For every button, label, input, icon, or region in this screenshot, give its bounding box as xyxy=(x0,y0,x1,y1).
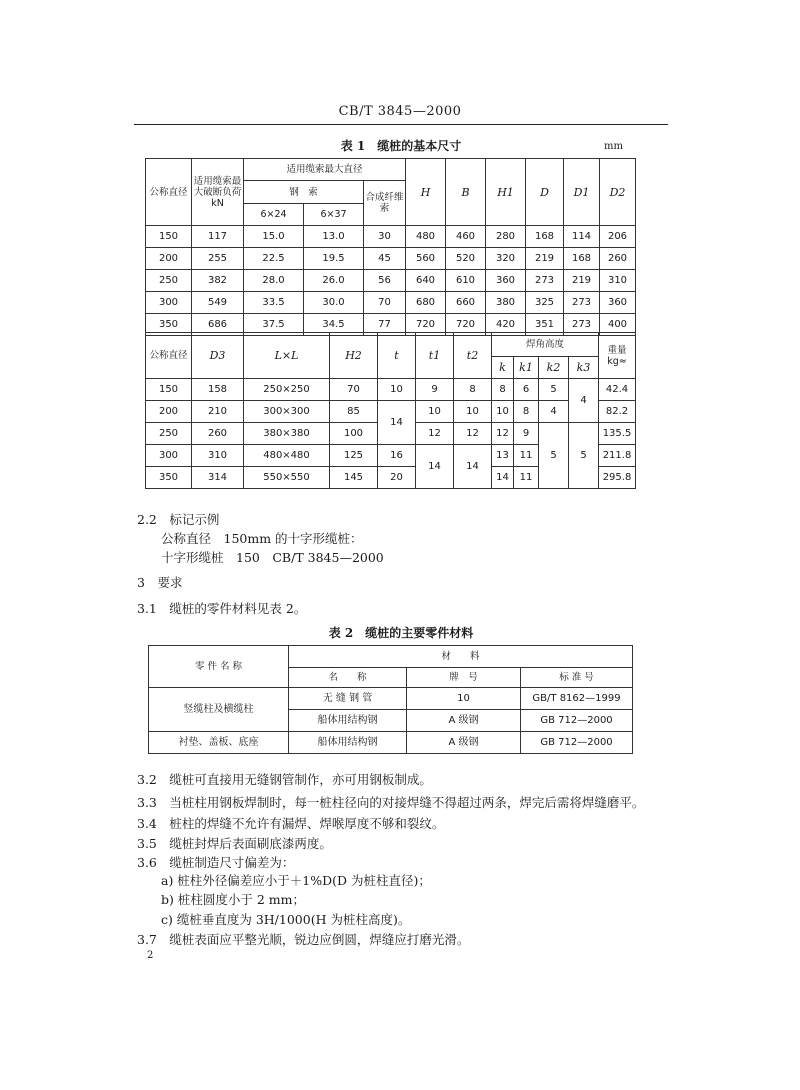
th-t: t xyxy=(378,333,416,379)
cell: GB/T 8162—1999 xyxy=(521,688,633,710)
cell: 720 xyxy=(406,314,446,336)
cell: 15.0 xyxy=(244,226,304,248)
cell: 420 xyxy=(486,314,526,336)
cell: 720 xyxy=(446,314,486,336)
th-H: H xyxy=(406,159,446,226)
cell: A 级钢 xyxy=(407,732,521,754)
cell: 12 xyxy=(416,423,454,445)
th-steel-rope: 钢 索 xyxy=(244,181,364,204)
th-D1: D1 xyxy=(564,159,600,226)
section-3-6: 3.6 缆桩制造尺寸偏差为： xyxy=(137,855,295,870)
page-number: 2 xyxy=(147,950,154,961)
cell: 260 xyxy=(600,248,636,270)
th-k3: k3 xyxy=(569,357,599,379)
cell: 260 xyxy=(192,423,244,445)
table2 xyxy=(148,645,633,754)
cell: 211.8 xyxy=(599,445,636,467)
cell: 320 xyxy=(486,248,526,270)
cell: 350 xyxy=(146,467,192,489)
table-row xyxy=(146,379,636,401)
table1-upper xyxy=(145,158,636,336)
cell: 6 xyxy=(514,379,539,401)
cell: 10 xyxy=(492,401,514,423)
cell: 5 xyxy=(539,379,569,401)
cell: 350 xyxy=(146,314,192,336)
th-D3: D3 xyxy=(192,333,244,379)
th-weld-height: 焊角高度 xyxy=(492,333,599,357)
cell: 250 xyxy=(146,423,192,445)
table1-unit: mm xyxy=(604,141,623,152)
cell: 8 xyxy=(492,379,514,401)
cell: 竖缆柱及横缆柱 xyxy=(149,688,289,732)
section-3-4: 3.4 桩柱的焊缝不允许有漏焊、焊喉厚度不够和裂纹。 xyxy=(137,816,445,831)
cell: 382 xyxy=(192,270,244,292)
cell: 135.5 xyxy=(599,423,636,445)
table-row xyxy=(146,270,636,292)
th-k1: k1 xyxy=(514,357,539,379)
cell: 70 xyxy=(330,379,378,401)
table-row xyxy=(149,688,633,710)
cell: 560 xyxy=(406,248,446,270)
cell: 360 xyxy=(600,292,636,314)
cell: 34.5 xyxy=(304,314,364,336)
th-nominal-diameter-2: 公称直径 xyxy=(146,333,192,379)
cell: 380×380 xyxy=(244,423,330,445)
cell: 360 xyxy=(486,270,526,292)
cell: 30.0 xyxy=(304,292,364,314)
th-k2: k2 xyxy=(539,357,569,379)
cell: 168 xyxy=(526,226,564,248)
cell: A 级钢 xyxy=(407,710,521,732)
cell: 船体用结构钢 xyxy=(289,710,407,732)
section-3-3: 3.3 当桩柱用钢板焊制时，每一桩柱径向的对接焊缝不得超过两条，焊完后需将焊缝磨平。 xyxy=(137,795,645,810)
cell: 200 xyxy=(146,401,192,423)
th-LxL: L×L xyxy=(244,333,330,379)
section-3-6-b: b) 桩柱圆度小于 2 mm； xyxy=(161,892,305,907)
cell: 5 xyxy=(569,423,599,489)
cell: 300 xyxy=(146,292,192,314)
cell: 26.0 xyxy=(304,270,364,292)
cell: 325 xyxy=(526,292,564,314)
cell: 549 xyxy=(192,292,244,314)
cell: 114 xyxy=(564,226,600,248)
cell: GB 712—2000 xyxy=(521,732,633,754)
cell: 14 xyxy=(454,445,492,489)
cell: 480 xyxy=(406,226,446,248)
table1-lower xyxy=(145,332,636,489)
cell: 550×550 xyxy=(244,467,330,489)
cell: 400 xyxy=(600,314,636,336)
cell: 100 xyxy=(330,423,378,445)
section-3-1: 3.1 缆桩的零件材料见表 2。 xyxy=(137,601,307,616)
cell: 480×480 xyxy=(244,445,330,467)
cell: 28.0 xyxy=(244,270,304,292)
cell: 14 xyxy=(416,445,454,489)
cell: 310 xyxy=(192,445,244,467)
cell: 9 xyxy=(416,379,454,401)
section-3-heading: 3 要求 xyxy=(137,575,183,590)
cell: 314 xyxy=(192,467,244,489)
cell: 12 xyxy=(454,423,492,445)
cell: 无 缝 钢 管 xyxy=(289,688,407,710)
cell: 22.5 xyxy=(244,248,304,270)
marking-example-line1: 公称直径 150mm 的十字形缆桩： xyxy=(161,531,363,546)
section-2-2-heading: 2.2 标记示例 xyxy=(137,512,220,527)
standard-header: CB/T 3845—2000 xyxy=(338,104,462,119)
cell: 衬垫、盖板、底座 xyxy=(149,732,289,754)
table-row xyxy=(149,732,633,754)
th-material: 材 料 xyxy=(289,646,633,668)
cell: 19.5 xyxy=(304,248,364,270)
th-H2: H2 xyxy=(330,333,378,379)
cell: 56 xyxy=(364,270,406,292)
cell: 680 xyxy=(406,292,446,314)
th-t1: t1 xyxy=(416,333,454,379)
cell: 12 xyxy=(492,423,514,445)
cell: 125 xyxy=(330,445,378,467)
cell: 273 xyxy=(526,270,564,292)
th-D2: D2 xyxy=(600,159,636,226)
cell: 37.5 xyxy=(244,314,304,336)
cell: 640 xyxy=(406,270,446,292)
th-synthetic-rope: 合成纤维索 xyxy=(364,181,406,226)
cell: 660 xyxy=(446,292,486,314)
cell: 200 xyxy=(146,248,192,270)
cell: 210 xyxy=(192,401,244,423)
cell: 145 xyxy=(330,467,378,489)
th-material-name: 名 称 xyxy=(289,668,407,688)
cell: 42.4 xyxy=(599,379,636,401)
cell: 520 xyxy=(446,248,486,270)
cell: 686 xyxy=(192,314,244,336)
cell: 219 xyxy=(526,248,564,270)
cell: 117 xyxy=(192,226,244,248)
cell: 45 xyxy=(364,248,406,270)
cell: 11 xyxy=(514,467,539,489)
cell: 8 xyxy=(454,379,492,401)
th-k: k xyxy=(492,357,514,379)
cell: 33.5 xyxy=(244,292,304,314)
cell: 10 xyxy=(407,688,521,710)
cell: 206 xyxy=(600,226,636,248)
th-grade: 牌 号 xyxy=(407,668,521,688)
cell: 460 xyxy=(446,226,486,248)
cell: 250 xyxy=(146,270,192,292)
cell: 351 xyxy=(526,314,564,336)
cell: 295.8 xyxy=(599,467,636,489)
table1-caption: 表 1 缆桩的基本尺寸 xyxy=(340,139,462,153)
cell: 250×250 xyxy=(244,379,330,401)
cell: 255 xyxy=(192,248,244,270)
cell: 85 xyxy=(330,401,378,423)
cell: 10 xyxy=(454,401,492,423)
cell: GB 712—2000 xyxy=(521,710,633,732)
th-nominal-diameter: 公称直径 xyxy=(146,159,192,226)
cell: 11 xyxy=(514,445,539,467)
cell: 150 xyxy=(146,379,192,401)
section-3-5: 3.5 缆桩封焊后表面刷底漆两度。 xyxy=(137,836,332,851)
th-max-rope-diameter: 适用缆索最大直径 xyxy=(244,159,406,181)
th-B: B xyxy=(446,159,486,226)
cell: 280 xyxy=(486,226,526,248)
cell: 10 xyxy=(378,379,416,401)
cell: 4 xyxy=(539,401,569,423)
cell: 4 xyxy=(569,379,599,423)
marking-example-line2: 十字形缆桩 150 CB/T 3845—2000 xyxy=(161,550,384,565)
th-t2: t2 xyxy=(454,333,492,379)
cell: 82.2 xyxy=(599,401,636,423)
th-weight: 重量 kg≈ xyxy=(599,333,636,379)
th-D: D xyxy=(526,159,564,226)
cell: 150 xyxy=(146,226,192,248)
th-part-name: 零 件 名 称 xyxy=(149,646,289,688)
table-row xyxy=(146,248,636,270)
cell: 168 xyxy=(564,248,600,270)
cell: 77 xyxy=(364,314,406,336)
cell: 20 xyxy=(378,467,416,489)
cell: 219 xyxy=(564,270,600,292)
th-breaking-load: 适用缆索最大破断负荷 kN xyxy=(192,159,244,226)
cell: 16 xyxy=(378,445,416,467)
cell: 13.0 xyxy=(304,226,364,248)
th-6x37: 6×37 xyxy=(304,204,364,226)
section-3-6-a: a) 桩柱外径偏差应小于＋1%D(D 为桩柱直径)； xyxy=(161,873,431,888)
table-row xyxy=(146,226,636,248)
cell: 70 xyxy=(364,292,406,314)
cell: 船体用结构钢 xyxy=(289,732,407,754)
cell: 380 xyxy=(486,292,526,314)
cell: 273 xyxy=(564,292,600,314)
table-row xyxy=(146,292,636,314)
cell: 158 xyxy=(192,379,244,401)
cell: 14 xyxy=(492,467,514,489)
th-6x24: 6×24 xyxy=(244,204,304,226)
section-3-6-c: c) 缆桩垂直度为 3H/1000(H 为桩柱高度)。 xyxy=(161,912,411,927)
header-rule xyxy=(134,124,668,125)
cell: 5 xyxy=(539,423,569,489)
table-row xyxy=(146,401,636,423)
cell: 300×300 xyxy=(244,401,330,423)
cell: 30 xyxy=(364,226,406,248)
table2-caption: 表 2 缆桩的主要零件材料 xyxy=(328,626,474,640)
section-3-2: 3.2 缆桩可直接用无缝钢管制作，亦可用钢板制成。 xyxy=(137,772,432,787)
cell: 14 xyxy=(378,401,416,445)
cell: 610 xyxy=(446,270,486,292)
cell: 9 xyxy=(514,423,539,445)
th-standard-no: 标 准 号 xyxy=(521,668,633,688)
section-3-7: 3.7 缆桩表面应平整光顺，锐边应倒圆，焊缝应打磨光滑。 xyxy=(137,932,470,947)
cell: 300 xyxy=(146,445,192,467)
cell: 10 xyxy=(416,401,454,423)
cell: 273 xyxy=(564,314,600,336)
cell: 13 xyxy=(492,445,514,467)
th-H1: H1 xyxy=(486,159,526,226)
cell: 310 xyxy=(600,270,636,292)
cell: 8 xyxy=(514,401,539,423)
